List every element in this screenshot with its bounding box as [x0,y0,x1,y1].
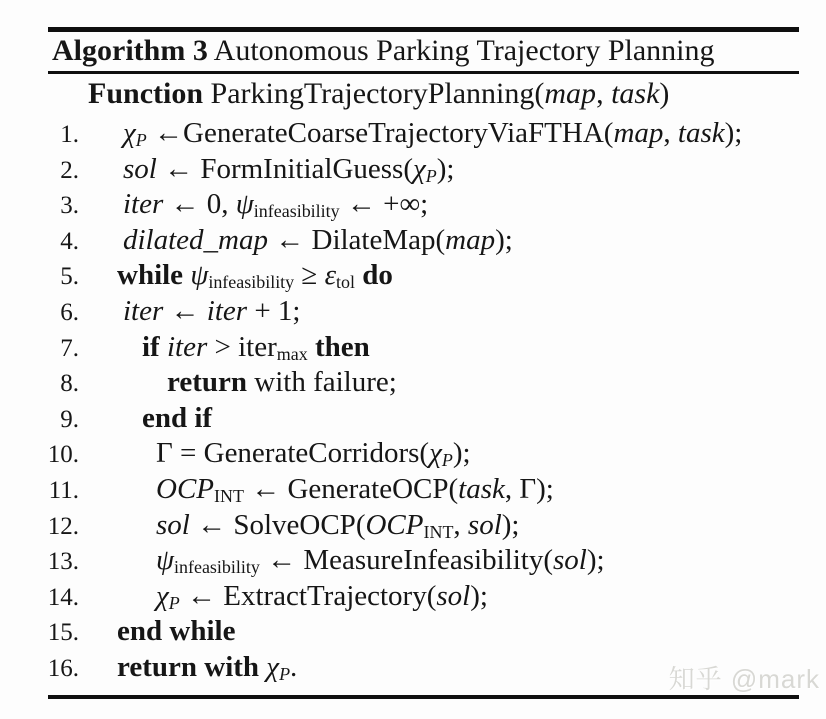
text-segment: Γ = GenerateCorridors( [156,437,430,470]
text-segment: OCP [156,472,214,505]
text-segment: ψ [156,544,175,577]
text-segment: infeasibility [208,272,295,293]
line-number: 10. [47,441,79,469]
text-segment: max [276,343,308,364]
line-number: 13. [47,548,79,576]
line-content [123,294,300,330]
text-segment: ); [436,152,455,185]
text-segment: iter [123,188,164,221]
line-number: 7. [60,334,79,362]
line-number: 3. [60,192,79,220]
text-segment: ); [501,508,520,541]
text-segment: sol [123,152,157,185]
text-segment: χ [123,117,136,149]
algorithm-line [40,258,826,294]
function-declaration [88,76,669,111]
text-segment: , Γ); [504,472,554,505]
algorithm-line [40,508,826,544]
algorithm-lines [40,116,826,686]
algorithm-line [40,401,826,437]
line-number: 2. [60,156,79,184]
text-segment: P [279,663,291,684]
text-segment: sol [156,508,190,541]
text-segment: return with [117,650,267,683]
line-number: 6. [60,298,79,326]
text-segment: iter [166,330,208,363]
algorithm-line [40,543,826,579]
text-segment: do [355,259,393,292]
text-segment: map [544,77,597,110]
algorithm-line [40,187,826,223]
text-segment: + 1; [247,294,301,327]
text-segment: iter [206,294,248,327]
text-segment: , [453,508,468,541]
text-segment: ε [324,259,337,292]
text-segment: χ [429,437,442,470]
text-segment: ); [470,579,488,612]
text-segment: dilated_map [123,223,268,256]
algorithm-line [40,472,826,508]
text-segment: if [142,330,167,363]
algorithm-line [40,152,826,188]
line-content [142,401,212,437]
line-content [167,365,397,401]
text-segment: OCP [365,508,424,541]
text-segment: P [441,450,453,471]
text-segment: ψ [235,188,254,221]
text-segment: iter [123,294,164,327]
text-segment: ←GenerateCoarseTrajectoryViaFTHA( [146,117,614,149]
line-number: 8. [60,370,79,398]
text-segment: infeasibility [253,201,340,222]
watermark: 知乎 @mark [668,664,820,694]
text-segment: ← 0, [163,188,236,221]
text-segment: > iter [207,330,277,363]
text-segment: ← MeasureInfeasibility( [259,544,553,577]
algorithm-line [40,579,826,615]
text-segment: ← DilateMap( [268,223,446,256]
text-segment: P [168,592,180,613]
algorithm-line [40,294,826,330]
text-segment: INT [214,485,244,506]
line-number: 5. [60,263,79,291]
algorithm-header [52,33,715,68]
text-segment: sol [467,508,502,541]
text-segment: . [290,650,298,683]
text-segment: return [167,366,248,399]
text-segment: P [425,165,437,186]
text-segment: χ [413,152,426,185]
text-segment: task [677,117,725,149]
text-segment: ← FormInitialGuess( [156,152,413,185]
text-segment: ← ExtractTrajectory( [179,579,437,612]
bottom-rule [48,695,799,699]
line-content [117,614,235,650]
text-segment: map [613,117,664,149]
text-segment: ); [586,544,605,577]
text-segment: while [117,259,191,292]
line-number: 4. [60,227,79,255]
text-segment: ); [724,117,743,149]
algorithm-line [40,365,826,401]
text-segment: , [663,117,678,149]
text-segment: task [611,77,660,110]
line-number: 14. [47,583,79,611]
line-number: 15. [47,619,79,647]
line-number: 1. [60,121,79,148]
text-segment: , [596,77,612,110]
text-segment: ← GenerateOCP( [243,472,459,505]
text-segment: Function [88,77,204,110]
text-segment: Autonomous Parking Trajectory Planning [207,34,715,67]
line-number: 16. [47,654,79,682]
text-segment: χ [266,650,280,683]
text-segment: then [307,330,370,363]
text-segment: tol [336,272,356,293]
text-segment: map [445,223,496,256]
text-segment: ψ [190,259,209,292]
text-segment: ← SolveOCP( [189,508,366,541]
algorithm-line [40,330,826,366]
algorithm-line [40,614,826,650]
text-segment: ) [659,77,670,110]
text-segment: end if [142,401,213,434]
text-segment: infeasibility [174,557,260,578]
line-content [123,223,513,259]
text-segment: χ [156,579,169,612]
header-separator-rule [48,71,799,74]
text-segment: P [135,129,147,150]
top-rule [48,27,799,32]
text-segment: ParkingTrajectoryPlanning( [203,77,545,110]
text-segment: ← [163,294,207,327]
text-segment: ); [452,437,471,470]
algorithm-line [40,436,826,472]
text-segment: INT [423,521,454,542]
text-segment: with failure; [247,366,397,399]
line-content [117,650,297,693]
text-segment: end while [117,615,236,648]
text-segment: task [458,472,505,505]
text-segment: Algorithm 3 [52,34,208,67]
line-number: 11. [48,476,79,504]
text-segment: sol [553,544,587,577]
algorithm-line [40,116,826,152]
line-number: 9. [60,405,79,433]
algorithm-line [40,223,826,259]
text-segment: ≥ [294,259,325,292]
text-segment: ← +∞; [339,188,429,221]
line-number: 12. [47,512,79,540]
text-segment: sol [436,579,471,612]
text-segment: ); [495,223,513,256]
